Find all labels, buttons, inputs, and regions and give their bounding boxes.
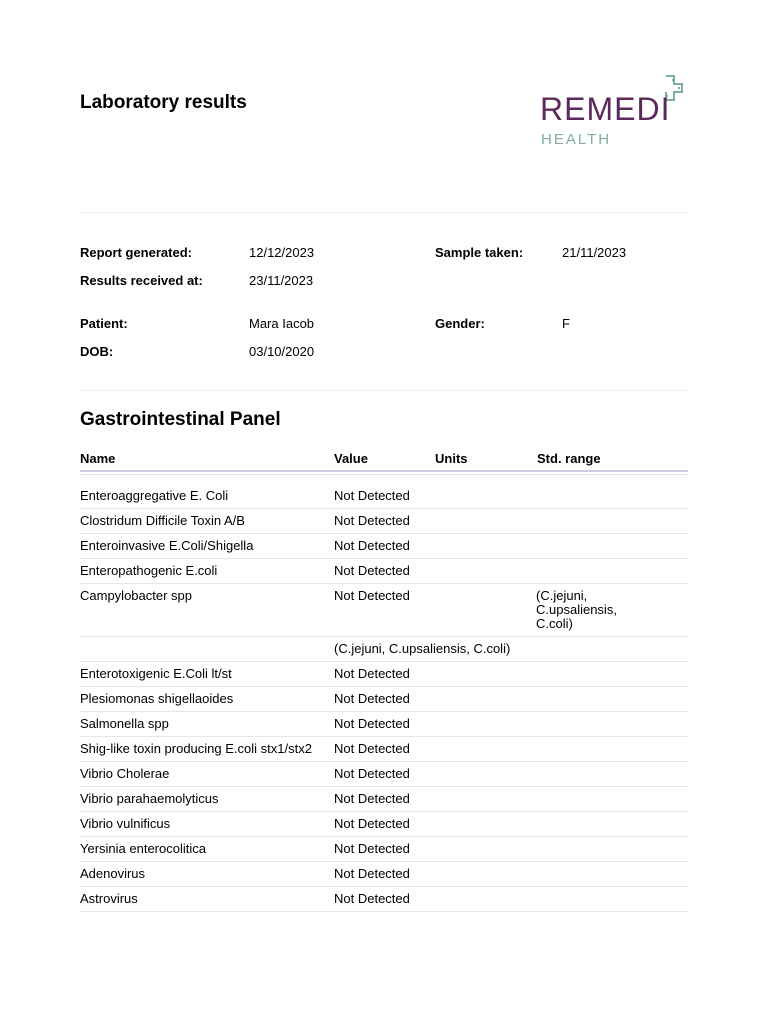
result-range xyxy=(536,559,688,584)
result-range: (C.jejuni, C.upsaliensis, C.coli) xyxy=(536,584,688,637)
result-name: Plesiomonas shigellaoides xyxy=(80,687,334,712)
table-row xyxy=(80,737,688,762)
result-range xyxy=(536,534,688,559)
table-row xyxy=(80,862,688,887)
result-value: Not Detected xyxy=(334,559,435,584)
dob-value: 03/10/2020 xyxy=(249,344,315,359)
table-row xyxy=(80,559,688,584)
result-value: Not Detected xyxy=(334,687,435,712)
result-range xyxy=(536,837,688,862)
table-row xyxy=(80,509,688,534)
divider xyxy=(80,390,688,391)
result-value: Not Detected xyxy=(334,887,435,912)
result-value: Not Detected xyxy=(334,837,435,862)
result-range xyxy=(536,787,688,812)
result-range xyxy=(536,712,688,737)
table-row xyxy=(80,812,688,837)
table-row xyxy=(80,762,688,787)
result-value: Not Detected xyxy=(334,762,435,787)
result-name: Enteropathogenic E.coli xyxy=(80,559,334,584)
result-range xyxy=(536,887,688,912)
result-value: Not Detected xyxy=(334,534,435,559)
result-name: Astrovirus xyxy=(80,887,334,912)
result-value: Not Detected xyxy=(334,787,435,812)
result-value: Not Detected xyxy=(334,484,435,509)
table-row xyxy=(80,484,688,509)
sample-taken-label: Sample taken: xyxy=(435,245,524,260)
result-value: Not Detected xyxy=(334,737,435,762)
result-units xyxy=(435,737,536,762)
result-value: Not Detected xyxy=(334,862,435,887)
result-range xyxy=(536,862,688,887)
header-rule xyxy=(80,470,688,472)
result-units xyxy=(435,887,536,912)
result-name: Adenovirus xyxy=(80,862,334,887)
logo-sub-text: HEALTH xyxy=(541,131,612,148)
result-units xyxy=(435,712,536,737)
result-name: Clostridum Difficile Toxin A/B xyxy=(80,509,334,534)
result-range xyxy=(536,509,688,534)
result-value: Not Detected xyxy=(334,584,435,637)
section-title: Gastrointestinal Panel xyxy=(80,409,281,430)
result-name xyxy=(80,637,334,662)
table-row xyxy=(80,887,688,912)
results-table xyxy=(80,484,688,912)
table-row xyxy=(80,687,688,712)
column-header-std-range: Std. range xyxy=(537,451,601,466)
result-units xyxy=(435,862,536,887)
result-note: (C.jejuni, C.upsaliensis, C.coli) xyxy=(334,637,688,662)
result-range xyxy=(536,687,688,712)
result-units xyxy=(435,787,536,812)
table-row xyxy=(80,712,688,737)
result-range xyxy=(536,662,688,687)
result-units xyxy=(435,484,536,509)
gender-value: F xyxy=(562,316,570,331)
column-header-units: Units xyxy=(435,451,468,466)
result-range xyxy=(536,812,688,837)
table-row xyxy=(80,662,688,687)
result-value: Not Detected xyxy=(334,662,435,687)
results-received-label: Results received at: xyxy=(80,273,203,288)
result-range xyxy=(536,737,688,762)
result-units xyxy=(435,762,536,787)
result-name: Enteroaggregative E. Coli xyxy=(80,484,334,509)
result-name: Salmonella spp xyxy=(80,712,334,737)
table-row xyxy=(80,787,688,812)
result-name: Vibrio Cholerae xyxy=(80,762,334,787)
gender-label: Gender: xyxy=(435,316,485,331)
column-header-name: Name xyxy=(80,451,116,466)
column-header-value: Value xyxy=(334,451,368,466)
result-value: Not Detected xyxy=(334,812,435,837)
table-row xyxy=(80,534,688,559)
result-name: Enterotoxigenic E.Coli lt/st xyxy=(80,662,334,687)
results-received-value: 23/11/2023 xyxy=(249,273,314,288)
result-name: Yersinia enterocolitica xyxy=(80,837,334,862)
result-units xyxy=(435,559,536,584)
result-name: Shig-like toxin producing E.coli stx1/stx2 xyxy=(80,737,334,762)
result-range xyxy=(536,762,688,787)
divider xyxy=(80,212,688,213)
result-range xyxy=(536,484,688,509)
table-row-note xyxy=(80,637,688,662)
dob-label: DOB: xyxy=(80,344,114,359)
report-generated-label: Report generated: xyxy=(80,245,192,260)
sample-taken-value: 21/11/2023 xyxy=(562,245,627,260)
result-name: Enteroinvasive E.Coli/Shigella xyxy=(80,534,334,559)
result-units xyxy=(435,687,536,712)
result-units xyxy=(435,812,536,837)
patient-label: Patient: xyxy=(80,316,128,331)
logo-brand-text: REMEDI xyxy=(540,91,671,127)
result-value: Not Detected xyxy=(334,712,435,737)
result-units xyxy=(435,534,536,559)
result-units xyxy=(435,662,536,687)
result-name: Vibrio parahaemolyticus xyxy=(80,787,334,812)
result-name: Campylobacter spp xyxy=(80,584,334,637)
result-units xyxy=(435,837,536,862)
result-units xyxy=(435,584,536,637)
result-value: Not Detected xyxy=(334,509,435,534)
page-title: Laboratory results xyxy=(80,92,247,113)
table-row xyxy=(80,837,688,862)
patient-value: Mara Iacob xyxy=(249,316,315,331)
header-rule xyxy=(80,474,688,475)
result-name: Vibrio vulnificus xyxy=(80,812,334,837)
table-row xyxy=(80,584,688,637)
result-units xyxy=(435,509,536,534)
remedi-health-logo xyxy=(540,74,692,150)
report-generated-value: 12/12/2023 xyxy=(249,245,315,260)
